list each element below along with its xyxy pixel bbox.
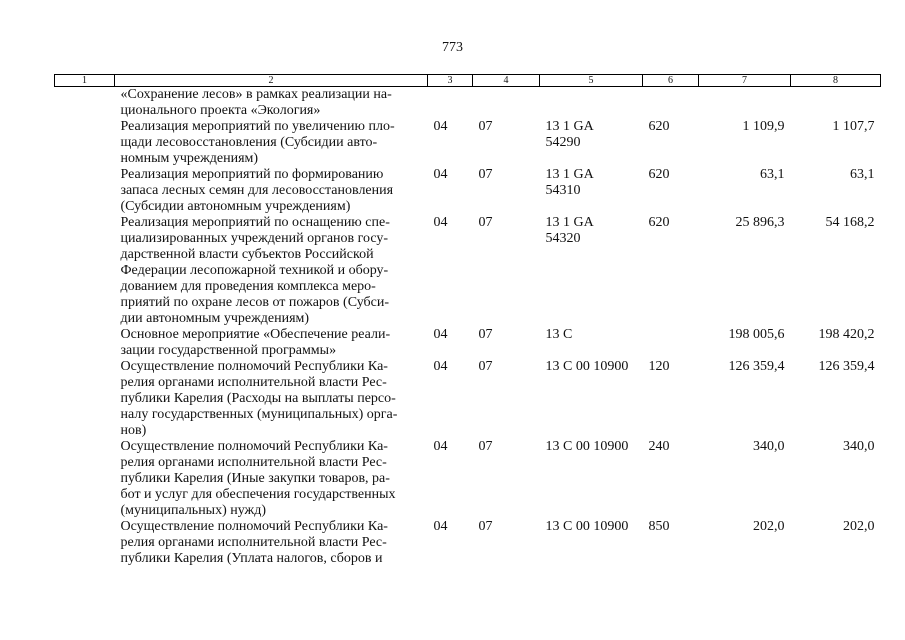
blank-index-cell [55, 359, 115, 439]
target-article-cell: 13 C [545, 327, 573, 342]
expense-name-cell: Осуществление полномочий Республики Ка- релия органами исполнительной власти Рес- публики Карелия (Расходы на выплаты персо- налу государственных (муниципальных) орга- нов) [120, 359, 398, 438]
section-code-cell [428, 87, 473, 120]
table-body [55, 87, 881, 568]
amount-year1-cell: 63,1 [760, 167, 785, 182]
column-number-header [55, 75, 881, 87]
amount-year1-cell: 202,0 [753, 519, 785, 534]
expense-name-cell: Реализация мероприятий по формированию запаса лесных семян для лесовосстановления (Субсидии автономным учреждениям) [120, 167, 394, 214]
expense-name-cell: «Сохранение лесов» в рамках реализации на- ционального проекта «Экология» [120, 87, 392, 118]
expense-name-cell: Основное мероприятие «Обеспечение реали- зации государственной программы» [120, 327, 391, 358]
expense-type-cell: 850 [648, 519, 670, 534]
header-cell-1: 1 [55, 75, 115, 87]
subsection-code-cell: 07 [478, 119, 493, 134]
target-article-cell: 13 C 00 10900 [545, 519, 629, 534]
header-cell-4: 4 [473, 75, 540, 87]
expense-name-cell: Осуществление полномочий Республики Ка- релия органами исполнительной власти Рес- публики Карелия (Иные закупки товаров, ра- бот и услуг для обеспечения государственных (муниципальных) нужд) [120, 439, 396, 518]
subsection-code-cell [473, 87, 540, 120]
amount-year1-cell: 126 359,4 [728, 359, 785, 374]
table-row [55, 167, 881, 215]
budget-table [54, 74, 881, 567]
subsection-code-cell: 07 [478, 439, 493, 454]
target-article-cell: 13 C 00 10900 [545, 359, 629, 374]
amount-year2-cell: 1 107,7 [832, 119, 875, 134]
amount-year2-cell: 340,0 [843, 439, 875, 454]
amount-year1-cell: 340,0 [753, 439, 785, 454]
table-row [55, 359, 881, 439]
header-cell-2: 2 [115, 75, 428, 87]
expense-name-cell: Реализация мероприятий по оснащению спе- циализированных учреждений органов госу- дарственной власти субъектов Российской Федерации лесопожарной техникой и обору- дованием для проведения комплекса меро- приятий по охране лесов от пожаров (Субси- дии автономным учреждениям) [120, 215, 390, 326]
blank-index-cell [55, 215, 115, 327]
section-code-cell: 04 [433, 519, 448, 534]
target-article-cell [540, 87, 643, 120]
subsection-code-cell: 07 [478, 519, 493, 534]
amount-year2-cell: 54 168,2 [825, 215, 875, 230]
blank-index-cell [55, 87, 115, 120]
section-code-cell: 04 [433, 359, 448, 374]
page-number: 773 [442, 40, 463, 55]
header-cell-5: 5 [540, 75, 643, 87]
expense-name-cell: Реализация мероприятий по увеличению пло- щади лесовосстановления (Субсидии авто- номным учреждениям) [120, 119, 395, 166]
section-code-cell: 04 [433, 327, 448, 342]
target-article-cell: 13 C 00 10900 [545, 439, 629, 454]
expense-type-cell: 120 [648, 359, 670, 374]
table-row [55, 87, 881, 120]
expense-type-cell [643, 327, 699, 359]
amount-year2-cell [791, 87, 881, 120]
section-code-cell: 04 [433, 167, 448, 182]
header-cell-7: 7 [699, 75, 791, 87]
amount-year1-cell: 25 896,3 [735, 215, 785, 230]
amount-year2-cell: 202,0 [843, 519, 875, 534]
section-code-cell: 04 [433, 439, 448, 454]
expense-type-cell: 620 [648, 215, 670, 230]
blank-index-cell [55, 519, 115, 567]
expense-name-cell: Осуществление полномочий Республики Ка- релия органами исполнительной власти Рес- публики Карелия (Уплата налогов, сборов и [120, 519, 388, 566]
header-cell-3: 3 [428, 75, 473, 87]
expense-type-cell [643, 87, 699, 120]
blank-index-cell [55, 327, 115, 359]
amount-year2-cell: 198 420,2 [818, 327, 875, 342]
blank-index-cell [55, 439, 115, 519]
blank-index-cell [55, 119, 115, 167]
table-row [55, 439, 881, 519]
target-article-cell: 13 1 GA 54320 [545, 215, 594, 246]
subsection-code-cell: 07 [478, 167, 493, 182]
expense-type-cell: 620 [648, 119, 670, 134]
target-article-cell: 13 1 GA 54290 [545, 119, 594, 150]
table-row [55, 327, 881, 359]
table-row [55, 215, 881, 327]
header-cell-8: 8 [791, 75, 881, 87]
table-row [55, 519, 881, 567]
amount-year2-cell: 126 359,4 [818, 359, 875, 374]
target-article-cell: 13 1 GA 54310 [545, 167, 594, 198]
amount-year1-cell: 1 109,9 [742, 119, 785, 134]
expense-type-cell: 620 [648, 167, 670, 182]
amount-year2-cell: 63,1 [850, 167, 875, 182]
section-code-cell: 04 [433, 119, 448, 134]
section-code-cell: 04 [433, 215, 448, 230]
amount-year1-cell [699, 87, 791, 120]
expense-type-cell: 240 [648, 439, 670, 454]
blank-index-cell [55, 167, 115, 215]
table-row [55, 119, 881, 167]
subsection-code-cell: 07 [478, 359, 493, 374]
amount-year1-cell: 198 005,6 [728, 327, 785, 342]
subsection-code-cell: 07 [478, 215, 493, 230]
header-cell-6: 6 [643, 75, 699, 87]
subsection-code-cell: 07 [478, 327, 493, 342]
